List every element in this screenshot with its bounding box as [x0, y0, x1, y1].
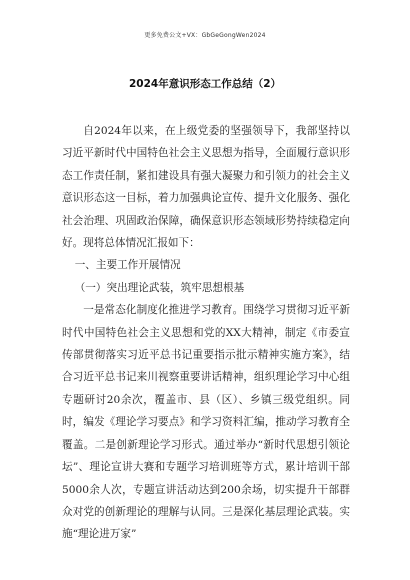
document-title: 2024年意识形态工作总结（2） — [128, 78, 282, 90]
subsection-heading: （一）突出理论武装，筑牢思想根基 — [74, 281, 245, 294]
intro-paragraph: 自2024年以来，在上级党委的坚强领导下，我部坚持以习近平新时代中国特色社会主义思想为指导，全面履行意识形态工作责任制，紧扣建设具有强大凝聚力和引领力的社会主义意识形态这一目标，着力加强典论宣传、提升文化服务、强化社会治理、巩固政治保障，确保意识形态领域形势持续稳定向好。现将总体情况汇报如下： — [62, 125, 350, 250]
document-body — [62, 120, 350, 546]
section-heading: 一、主要工作开展情况 — [74, 259, 181, 272]
body-paragraph: 一是常态化制度化推进学习教育。围绕学习贯彻习近平新时代中国特色社会主义思想和党的XX大精神，制定《市委宣传部贯彻落实习近平总书记重要指示批示精神实施方案》，结合习近平总书记来川视察重要讲话精神，组织理论学习中心组专题研讨20余次，覆盖市、县（区）、乡镇三级党组织。同时，编发《理论学习要点》和学习资料汇编，推动学习教育全覆盖。二是创新理论学习形式。通过举办“新时代思想引领论坛”、理论宣讲大赛和专题学习培训班等方式，累计培训干部5000余人次，专题宣讲活动达到200余场，切实提升干部群众对党的创新理论的理解与认同。三是深化基层理论武装。实施“理论进万家” — [62, 304, 350, 541]
header-note: 更多免费公文+VX：GbGeGongWen2024 — [144, 32, 266, 39]
